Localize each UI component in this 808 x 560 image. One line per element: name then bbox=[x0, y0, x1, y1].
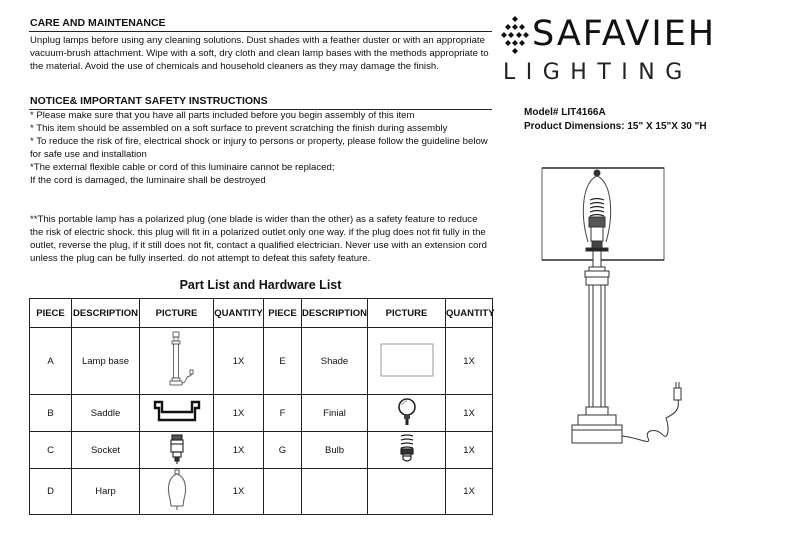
quantity-cell: 1X bbox=[446, 328, 493, 395]
description-cell: Saddle bbox=[72, 395, 140, 432]
quantity-cell: 1X bbox=[214, 328, 264, 395]
parts-title: Part List and Hardware List bbox=[179, 278, 342, 292]
care-divider bbox=[29, 31, 492, 32]
picture-cell bbox=[368, 469, 446, 515]
shade-icon bbox=[379, 340, 435, 380]
piece-cell: C bbox=[30, 432, 72, 469]
quantity-cell: 1X bbox=[446, 395, 493, 432]
table-row bbox=[30, 469, 493, 515]
safety-line: for safe use and installation bbox=[30, 149, 147, 160]
safety-text bbox=[30, 109, 488, 187]
safety-line: * Please make sure that you have all parts included before you begin assembly of this item bbox=[30, 110, 415, 121]
piece-cell: F bbox=[264, 395, 302, 432]
safety-heading: NOTICE& IMPORTANT SAFETY INSTRUCTIONS bbox=[30, 95, 268, 107]
picture-cell bbox=[368, 395, 446, 432]
col-header: DESCRIPTION bbox=[72, 299, 140, 328]
quantity-cell: 1X bbox=[446, 469, 493, 515]
quantity-cell: 1X bbox=[214, 469, 264, 515]
quantity-cell: 1X bbox=[214, 395, 264, 432]
safavieh-logo-icon bbox=[499, 16, 531, 56]
piece-cell: E bbox=[264, 328, 302, 395]
brand-subname: LIGHTING bbox=[503, 60, 693, 85]
quantity-cell: 1X bbox=[214, 432, 264, 469]
plug-text bbox=[30, 213, 487, 265]
care-text bbox=[30, 34, 489, 73]
safety-line: * To reduce the risk of fire, electrical shock or injury to persons or property, please follow the guideline below bbox=[30, 136, 488, 147]
col-header: PIECE bbox=[30, 299, 72, 328]
picture-cell bbox=[368, 432, 446, 469]
table-row bbox=[30, 328, 493, 395]
plug-line: outlet, reverse the plug, if it still does not fit, contact a qualified electrician. Never use with an extension cord bbox=[30, 240, 488, 251]
piece-cell: D bbox=[30, 469, 72, 515]
description-cell: Shade bbox=[302, 328, 368, 395]
quantity-cell: 1X bbox=[446, 432, 493, 469]
care-line: the material. Avoid the use of chemicals and household cleaners as they may damage the finish. bbox=[30, 61, 439, 72]
description-cell: Socket bbox=[72, 432, 140, 469]
harp-icon bbox=[162, 469, 192, 511]
socket-icon bbox=[167, 433, 187, 465]
picture-cell bbox=[140, 395, 214, 432]
picture-cell bbox=[140, 469, 214, 515]
lamp-base-icon bbox=[157, 330, 197, 390]
safety-line: If the cord is damaged, the luminaire shall be destroyed bbox=[30, 175, 266, 186]
safety-line: * This item should be assembled on a soft surface to prevent scratching the finish during assembly bbox=[30, 123, 448, 134]
col-header: PICTURE bbox=[140, 299, 214, 328]
picture-cell bbox=[140, 328, 214, 395]
plug-line: unless the plug can be fully inserted. do not attempt to defeat this safety feature. bbox=[30, 253, 371, 264]
description-cell: Harp bbox=[72, 469, 140, 515]
shade-outline bbox=[542, 168, 664, 260]
piece-cell bbox=[264, 469, 302, 515]
description-cell: Bulb bbox=[302, 432, 368, 469]
col-header: PIECE bbox=[264, 299, 302, 328]
description-cell: Lamp base bbox=[72, 328, 140, 395]
description-cell bbox=[302, 469, 368, 515]
care-line: vacuum-brush attachment. Wipe with a soft, dry cloth and clean lamp bases with the methods appropriate to bbox=[30, 48, 489, 59]
piece-cell: G bbox=[264, 432, 302, 469]
saddle-icon bbox=[152, 398, 202, 426]
lamp-illustration bbox=[530, 160, 730, 460]
table-row bbox=[30, 395, 493, 432]
care-heading: CARE AND MAINTENANCE bbox=[30, 17, 166, 29]
picture-cell bbox=[368, 328, 446, 395]
col-header: DESCRIPTION bbox=[302, 299, 368, 328]
picture-cell bbox=[140, 432, 214, 469]
finial-icon bbox=[395, 397, 419, 427]
product-info bbox=[524, 106, 707, 134]
col-header: QUANTITY bbox=[214, 299, 264, 328]
piece-cell: A bbox=[30, 328, 72, 395]
product-dimensions: Product Dimensions: 15" X 15"X 30 "H bbox=[524, 121, 707, 132]
bulb-icon bbox=[396, 433, 418, 465]
brand-name: SAFAVIEH bbox=[532, 14, 717, 54]
table-row bbox=[30, 432, 493, 469]
care-line: Unplug lamps before using any cleaning solutions. Dust shades with a feather duster or with an appropriate bbox=[30, 35, 485, 46]
safety-line: *The external flexible cable or cord of this luminaire cannot be replaced; bbox=[30, 162, 335, 173]
table-header-row bbox=[30, 299, 493, 328]
description-cell: Finial bbox=[302, 395, 368, 432]
model-number: Model# LIT4166A bbox=[524, 107, 606, 118]
col-header: PICTURE bbox=[368, 299, 446, 328]
plug-line: the risk of electric shock. this plug will fit in a polarized outlet only one way. if the plug does not fit fully in the bbox=[30, 227, 486, 238]
parts-table bbox=[29, 298, 493, 515]
piece-cell: B bbox=[30, 395, 72, 432]
col-header: QUANTITY bbox=[446, 299, 493, 328]
plug-line: **This portable lamp has a polarized plug (one blade is wider than the other) as a safety feature to reduce bbox=[30, 214, 478, 225]
